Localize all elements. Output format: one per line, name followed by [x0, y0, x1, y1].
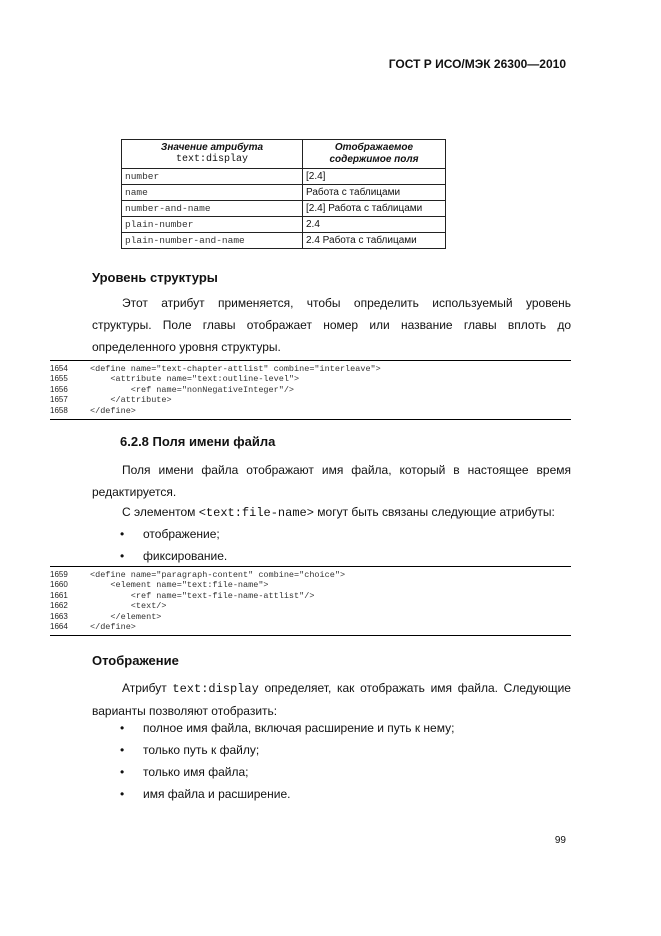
line-number: 1657: [50, 395, 68, 405]
code-line: [50, 395, 571, 405]
line-number: 1656: [50, 384, 68, 394]
table-row: [122, 201, 446, 217]
bullet-icon: •: [120, 787, 125, 801]
table-row: [122, 169, 446, 185]
table-cell-value: number: [122, 169, 303, 185]
table-cell-value: name: [122, 185, 303, 201]
code-block-2: [50, 566, 571, 636]
col2-title-line1: Отображаемое: [334, 142, 414, 153]
list-item: [120, 717, 454, 739]
line-number: 1658: [50, 405, 68, 415]
line-number: 1661: [50, 590, 68, 600]
line-number: 1664: [50, 622, 68, 632]
table-header-row: [122, 140, 446, 169]
code-line: [50, 406, 571, 416]
code-text: </define>: [90, 622, 136, 633]
table-header-col1: [122, 140, 303, 169]
col1-title: Значение атрибута: [160, 142, 264, 153]
code-text: <element name="text:file-name">: [90, 580, 269, 591]
code-line: [50, 591, 571, 601]
list-item-text: имя файла и расширение.: [143, 787, 291, 801]
paragraph-attributes-intro: [92, 501, 571, 524]
bullet-list-display-options: [120, 717, 454, 805]
table-cell-value: plain-number: [122, 217, 303, 233]
code-text: </element>: [90, 611, 162, 622]
line-number: 1655: [50, 374, 68, 384]
col1-code: text:display: [175, 154, 248, 165]
list-item-text: отображение;: [143, 527, 220, 541]
list-item: [120, 761, 454, 783]
list-item-text: полное имя файла, включая расширение и путь к нему;: [143, 721, 455, 735]
text-fragment: Атрибут: [122, 681, 173, 695]
table-row: [122, 233, 446, 249]
text-fragment: могут быть связаны следующие атрибуты:: [313, 505, 555, 519]
code-line: [50, 601, 571, 611]
bullet-icon: •: [120, 721, 125, 735]
table-header-col2: [303, 140, 446, 169]
section-heading-display: Отображение: [92, 653, 179, 668]
text-fragment: определяет, как отображать имя файла. Следующие варианты позволяют отобразить:: [92, 681, 571, 718]
paragraph-structure-level: Этот атрибут применяется, чтобы определить используемый уровень структуры. Поле главы отображает номер или название главы вплоть до определенного уровня структуры.: [92, 296, 571, 354]
paragraph-display: [92, 677, 571, 722]
table-cell-value: number-and-name: [122, 201, 303, 217]
table-row: [122, 185, 446, 201]
list-item: [120, 523, 227, 545]
bullet-icon: •: [120, 527, 125, 541]
section-heading-structure-level: Уровень структуры: [92, 270, 218, 285]
paragraph-file-name-fields: Поля имени файла отображают имя файла, который в настоящее время редактируется.: [92, 463, 571, 499]
col2-title-line2: содержимое поля: [329, 154, 419, 165]
code-line: [50, 622, 571, 632]
line-number: 1659: [50, 570, 68, 579]
code-text: <text/>: [90, 601, 167, 612]
line-number: 1662: [50, 601, 68, 611]
section-heading-file-name-fields: 6.2.8 Поля имени файла: [120, 434, 276, 449]
bullet-icon: •: [120, 743, 125, 757]
table-cell-display: Работа с таблицами: [303, 185, 446, 201]
code-block-1: [50, 360, 571, 420]
list-item-text: только имя файла;: [143, 765, 249, 779]
table-cell-value: plain-number-and-name: [122, 233, 303, 249]
code-line: [50, 612, 571, 622]
document-header: ГОСТ Р ИСО/МЭК 26300—2010: [388, 57, 566, 71]
inline-code: <text:file-name>: [198, 506, 314, 520]
bullet-list-attributes: [120, 523, 227, 567]
list-item: [120, 783, 454, 805]
code-text: </attribute>: [90, 395, 172, 406]
text-fragment: С элементом: [122, 505, 199, 519]
table-cell-display: [2.4] Работа с таблицами: [303, 201, 446, 217]
table-row: [122, 217, 446, 233]
code-text: <ref name="text-file-name-attlist"/>: [90, 590, 315, 601]
list-item-text: только путь к файлу;: [143, 743, 260, 757]
code-text: <attribute name="text:outline-level">: [90, 374, 300, 385]
list-item-text: фиксирование.: [143, 549, 228, 563]
code-text: <define name="paragraph-content" combine="choice">: [90, 570, 346, 580]
table-cell-display: [2.4]: [303, 169, 446, 185]
code-line: [50, 364, 571, 374]
line-number: 1660: [50, 580, 68, 590]
bullet-icon: •: [120, 765, 125, 779]
line-number: 1663: [50, 611, 68, 621]
list-item: [120, 739, 454, 761]
code-line: [50, 580, 571, 590]
attribute-values-table: [121, 139, 446, 249]
table-cell-display: 2.4 Работа с таблицами: [303, 233, 446, 249]
page-number: 99: [554, 835, 566, 846]
code-line: [50, 385, 571, 395]
code-text: </define>: [90, 405, 136, 416]
list-item: [120, 545, 227, 567]
code-text: <define name="text-chapter-attlist" combine="interleave">: [90, 364, 381, 374]
code-text: <ref name="nonNegativeInteger"/>: [90, 384, 295, 395]
table-cell-display: 2.4: [303, 217, 446, 233]
code-line: [50, 374, 571, 384]
inline-code: text:display: [172, 682, 259, 696]
bullet-icon: •: [120, 549, 125, 563]
line-number: 1654: [50, 364, 68, 373]
code-line: [50, 570, 571, 580]
